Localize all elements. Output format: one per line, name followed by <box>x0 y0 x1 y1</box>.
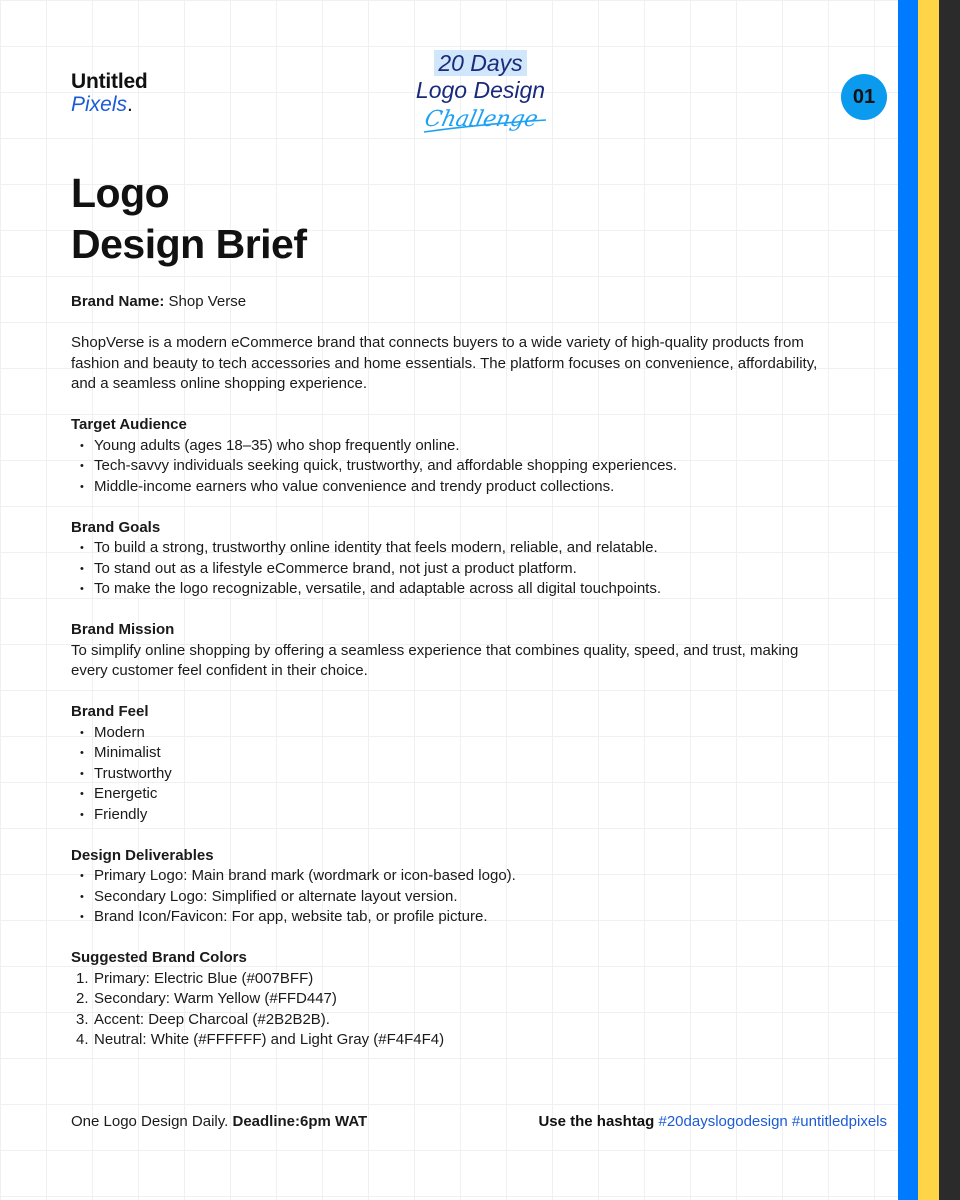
blue-stripe <box>898 0 918 1200</box>
design-deliverables-heading: Design Deliverables <box>71 846 214 864</box>
footer-left-text: One Logo Design Daily. <box>71 1113 233 1130</box>
list-number: 3. <box>76 1010 89 1028</box>
list-item <box>71 969 891 990</box>
challenge-script-graphic <box>406 102 556 136</box>
list-item <box>71 1030 891 1051</box>
intro-line: ShopVerse is a modern eCommerce brand that connects buyers to a wide variety of high-quality products from <box>71 334 804 351</box>
list-item: • Energetic <box>71 784 891 805</box>
intro-paragraph <box>71 333 891 395</box>
brief-content <box>71 292 891 1051</box>
logo-pixels-text: Pixels <box>71 93 128 116</box>
list-item: • Modern <box>71 723 891 744</box>
list-item: • Friendly <box>71 805 891 826</box>
brand-name-label: Brand Name: <box>71 293 165 310</box>
list-item: • To build a strong, trustworthy online identity that feels modern, reliable, and relatable. <box>71 538 891 559</box>
intro-line: and a seamless online shopping experience. <box>71 375 368 392</box>
list-item: • Brand Icon/Favicon: For app, website tab, or profile picture. <box>71 907 891 928</box>
charcoal-stripe <box>939 0 960 1200</box>
brand-mission-heading: Brand Mission <box>71 621 175 638</box>
yellow-stripe <box>918 0 939 1200</box>
brand-feel-heading: Brand Feel <box>71 703 149 720</box>
list-number: 4. <box>76 1031 89 1048</box>
list-item: • To stand out as a lifestyle eCommerce brand, not just a product platform. <box>71 559 891 580</box>
untitled-pixels-logo <box>71 71 148 115</box>
suggested-colors-heading: Suggested Brand Colors <box>71 949 247 966</box>
list-item: • Young adults (ages 18–35) who shop frequently online. <box>71 436 891 457</box>
list-number: 1. <box>76 969 89 987</box>
list-item: • Trustworthy <box>71 764 891 785</box>
challenge-script-text: Challenge <box>421 106 540 132</box>
brand-feel-list <box>71 723 891 826</box>
title-line1: Logo <box>71 170 170 216</box>
list-item: • Primary Logo: Main brand mark (wordmark or icon-based logo). <box>71 866 891 887</box>
target-audience-list <box>71 436 891 498</box>
list-item: • To make the logo recognizable, versatile, and adaptable across all digital touchpoints. <box>71 579 891 600</box>
title-line2: Design Brief <box>71 221 307 267</box>
list-text: Neutral: White (#FFFFFF) and Light Gray (#F4F4F4) <box>94 1031 445 1048</box>
list-item: • Minimalist <box>71 743 891 764</box>
suggested-colors-list <box>71 969 891 1051</box>
intro-line: fashion and beauty to tech accessories and home essentials. The platform focuses on convenience, affordability, <box>71 354 818 372</box>
challenge-badge <box>398 50 563 141</box>
page-title <box>71 168 307 270</box>
logo-line2 <box>71 94 148 115</box>
list-item: • Secondary Logo: Simplified or alternate layout version. <box>71 887 891 908</box>
mission-line: every customer feel confident in their choice. <box>71 662 368 679</box>
list-text: Accent: Deep Charcoal (#2B2B2B). <box>94 1010 330 1028</box>
logo-line1: Untitled <box>71 70 148 93</box>
challenge-line1: 20 Days <box>434 50 526 76</box>
list-number: 2. <box>76 990 89 1007</box>
footer-deadline <box>71 1113 367 1130</box>
page-number-badge: 01 <box>841 74 887 120</box>
list-item: • Tech-savvy individuals seeking quick, trustworthy, and affordable shopping experiences. <box>71 456 891 477</box>
list-text: Primary: Electric Blue (#007BFF) <box>94 969 314 987</box>
brand-name-row <box>71 292 891 313</box>
brand-goals-heading: Brand Goals <box>71 518 161 536</box>
footer-hashtags <box>538 1113 887 1130</box>
logo-dot: . <box>127 93 133 116</box>
list-text: Secondary: Warm Yellow (#FFD447) <box>94 990 337 1007</box>
list-item: • Middle-income earners who value convenience and trendy product collections. <box>71 477 891 498</box>
hashtag-links[interactable]: #20dayslogodesign #untitledpixels <box>654 1113 887 1130</box>
brand-goals-list <box>71 538 891 600</box>
design-deliverables-list <box>71 866 891 928</box>
footer-hashtag-label: Use the hashtag <box>538 1113 655 1130</box>
target-audience-heading: Target Audience <box>71 416 187 433</box>
footer-deadline-bold: Deadline:6pm WAT <box>232 1113 368 1130</box>
mission-line: To simplify online shopping by offering a seamless experience that combines quality, speed, and trust, making <box>71 641 799 659</box>
list-item <box>71 989 891 1010</box>
brand-mission-text <box>71 641 891 682</box>
challenge-script <box>398 102 563 141</box>
brand-name-value: Shop Verse <box>164 293 247 310</box>
list-item <box>71 1010 891 1031</box>
challenge-line2: Logo Design <box>415 77 546 103</box>
